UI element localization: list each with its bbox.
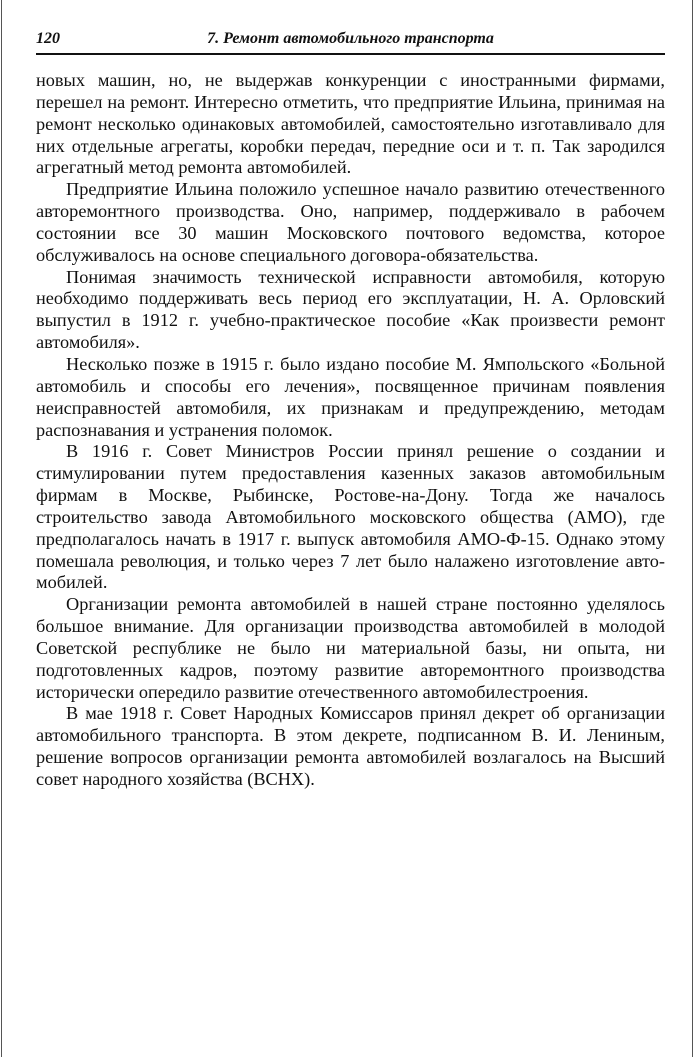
paragraph: В 1916 г. Совет Министров России принял решение о создании и стимулировании путем предоставления казенных заказов автомобильным фирмам в Москве, Рыбинске, Ростове-на-Дону. Тогда же началось строительство завода Автомобильного московского общества (АМО), где предполагалось начать в 1917 г. выпуск автомобиля АМО-Ф-15. Однако этому помешала революция, и только через 7 лет было налажено изготовление автомобилей. [36, 441, 665, 593]
header-rule [36, 53, 665, 55]
page-edge-left [1, 0, 2, 1057]
paragraph: Понимая значимость технической исправности автомобиля, которую необходимо поддерживать весь период его эксплуатации, Н. А. Орловский выпустил в 1912 г. учебно-практическое пособие «Как произвести ремонт автомобиля». [36, 266, 665, 353]
paragraph: Несколько позже в 1915 г. было издано пособие М. Ямпольского «Больной автомобиль и способы его лечения», посвященное причинам появления неисправностей автомобиля, их признакам и предупреждению, методам распознавания и устранения поломок. [36, 353, 665, 440]
paragraph: Предприятие Ильина положило успешное начало развитию отечественного авторемонтного производства. Оно, например, поддерживало в рабочем состоянии все 30 машин Московского почтового ведомства, которое обслуживалось на основе специального договора-обязательства. [36, 179, 665, 265]
running-header [36, 30, 665, 52]
paragraph: Организации ремонта автомобилей в нашей стране постоянно уделялось большое внимание. Для организации производства автомобилей в молодой Советской республике не было ни материальной базы, ни опыта, ни подготовленных кадров, поэтому развитие авторемонтного производства исторически опередило развитие отечественного автомобилестроения. [36, 594, 665, 702]
paragraph: новых машин, но, не выдержав конкуренции с иностранными фирмами, перешел на ремонт. Интересно отметить, что предприятие Ильина, принимая на ремонт несколько одинаковых автомобилей, самостоятельно изготавливало для них отдельные агрегаты, коробки передач, передние оси и т. п. Так зародился агрегатный метод ремонта автомобилей. [36, 70, 665, 178]
page-edge-right [692, 0, 693, 1057]
page-number: 120 [36, 30, 60, 47]
paragraph: В мае 1918 г. Совет Народных Комиссаров принял декрет об организации автомобильного транспорта. В этом декрете, подписанном В. И. Лениным, решение вопросов организации ремонта автомобилей возлагалось на Высший совет народного хозяйства (ВСНХ). [36, 703, 665, 789]
body-text [36, 70, 665, 791]
running-title: 7. Ремонт автомобильного транспорта [207, 30, 494, 47]
